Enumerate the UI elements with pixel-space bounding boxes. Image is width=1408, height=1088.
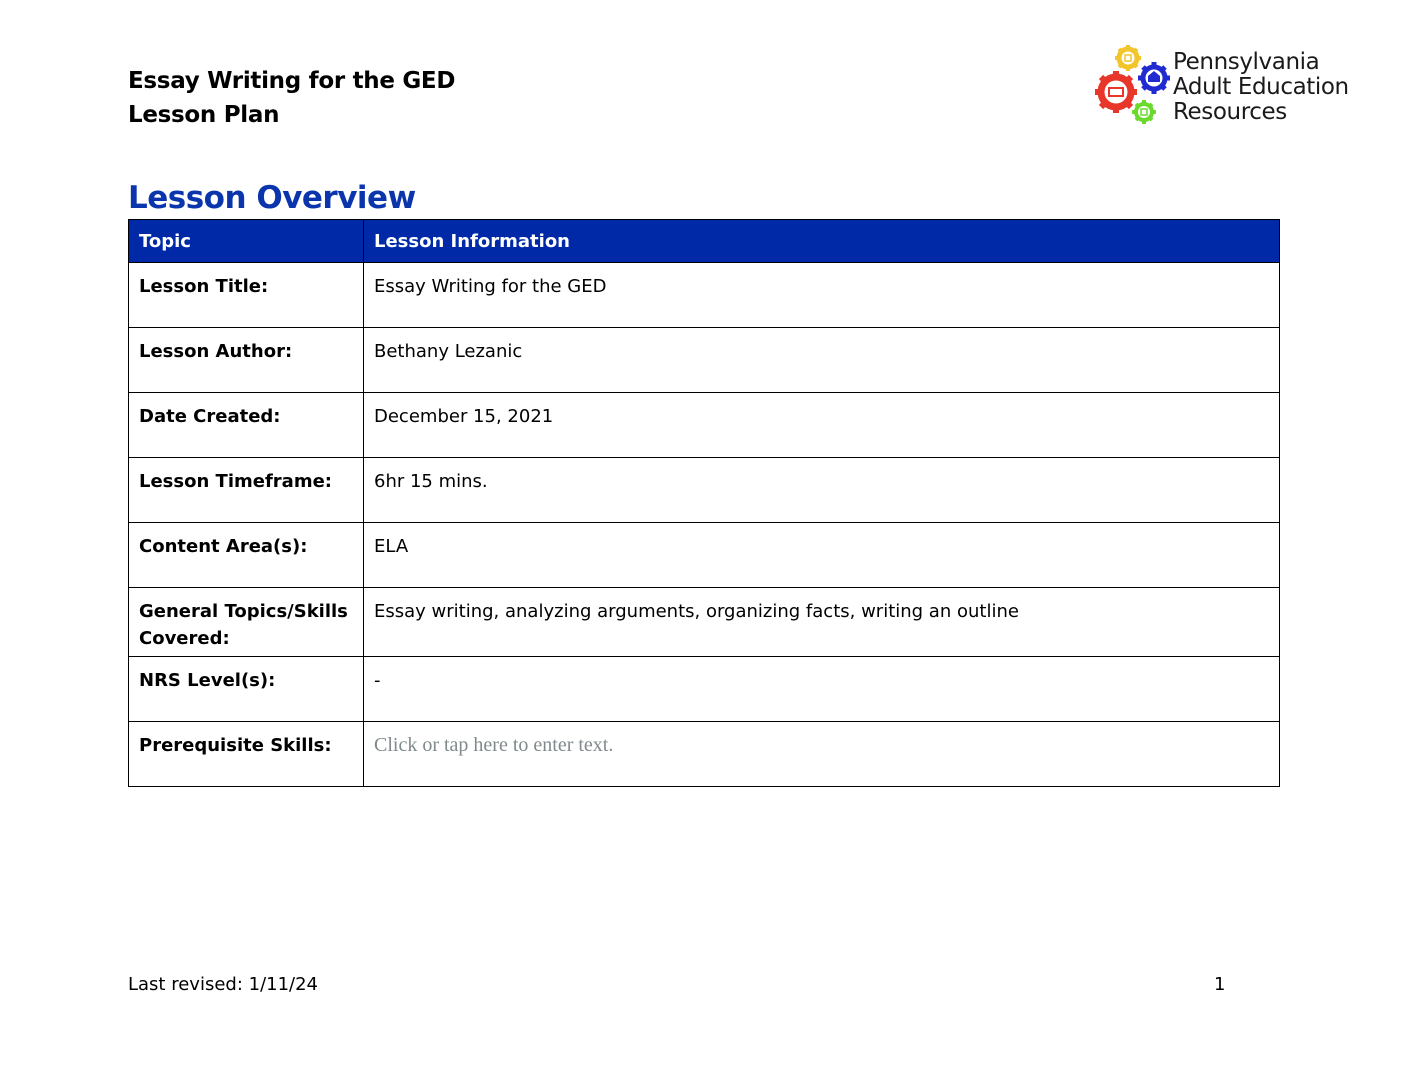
row-label-prerequisite-skills: Prerequisite Skills: [129, 722, 364, 787]
pa-adult-education-logo [1092, 44, 1362, 134]
table-row [129, 523, 1280, 588]
row-value-general-topics: Essay writing, analyzing arguments, organizing facts, writing an outline [364, 588, 1280, 657]
logo-line-pennsylvania: Pennsylvania [1173, 49, 1320, 75]
logo-line-resources: Resources [1173, 99, 1287, 125]
row-value-prerequisite-skills[interactable] [364, 722, 1280, 787]
document-header [128, 64, 455, 132]
row-label-content-areas: Content Area(s): [129, 523, 364, 588]
prerequisite-skills-placeholder[interactable]: Click or tap here to enter text. [374, 734, 614, 756]
blue-gear-icon [1138, 62, 1170, 94]
row-value-lesson-title: Essay Writing for the GED [364, 263, 1280, 328]
table-row [129, 458, 1280, 523]
page-number: 1 [1214, 974, 1226, 995]
gears-logo-icon [1092, 44, 1174, 132]
table-row [129, 657, 1280, 722]
last-revised-footer: Last revised: 1/11/24 [128, 974, 319, 995]
row-value-nrs-levels: - [364, 657, 1280, 722]
green-gear-icon [1132, 100, 1156, 124]
lesson-overview-heading: Lesson Overview [128, 180, 416, 216]
yellow-gear-icon [1115, 45, 1141, 71]
document-title: Essay Writing for the GED [128, 68, 456, 94]
table-row [129, 263, 1280, 328]
column-header-lesson-information: Lesson Information [364, 220, 1280, 263]
table-header-row [129, 220, 1280, 263]
logo-line-adult-education: Adult Education [1173, 74, 1349, 100]
row-label-date-created: Date Created: [129, 393, 364, 458]
red-gear-icon [1095, 71, 1137, 113]
table-row [129, 393, 1280, 458]
row-value-lesson-timeframe: 6hr 15 mins. [364, 458, 1280, 523]
table-row [129, 328, 1280, 393]
table-row [129, 588, 1280, 657]
row-value-date-created: December 15, 2021 [364, 393, 1280, 458]
row-label-lesson-title: Lesson Title: [129, 263, 364, 328]
row-label-general-topics: General Topics/Skills Covered: [129, 588, 364, 657]
row-value-content-areas: ELA [364, 523, 1280, 588]
column-header-topic: Topic [129, 220, 364, 263]
row-label-nrs-levels: NRS Level(s): [129, 657, 364, 722]
row-label-lesson-timeframe: Lesson Timeframe: [129, 458, 364, 523]
row-label-lesson-author: Lesson Author: [129, 328, 364, 393]
logo-wordmark [1173, 50, 1349, 125]
table-row [129, 722, 1280, 787]
lesson-overview-table [128, 219, 1280, 787]
row-value-lesson-author: Bethany Lezanic [364, 328, 1280, 393]
document-subtitle: Lesson Plan [128, 102, 280, 128]
